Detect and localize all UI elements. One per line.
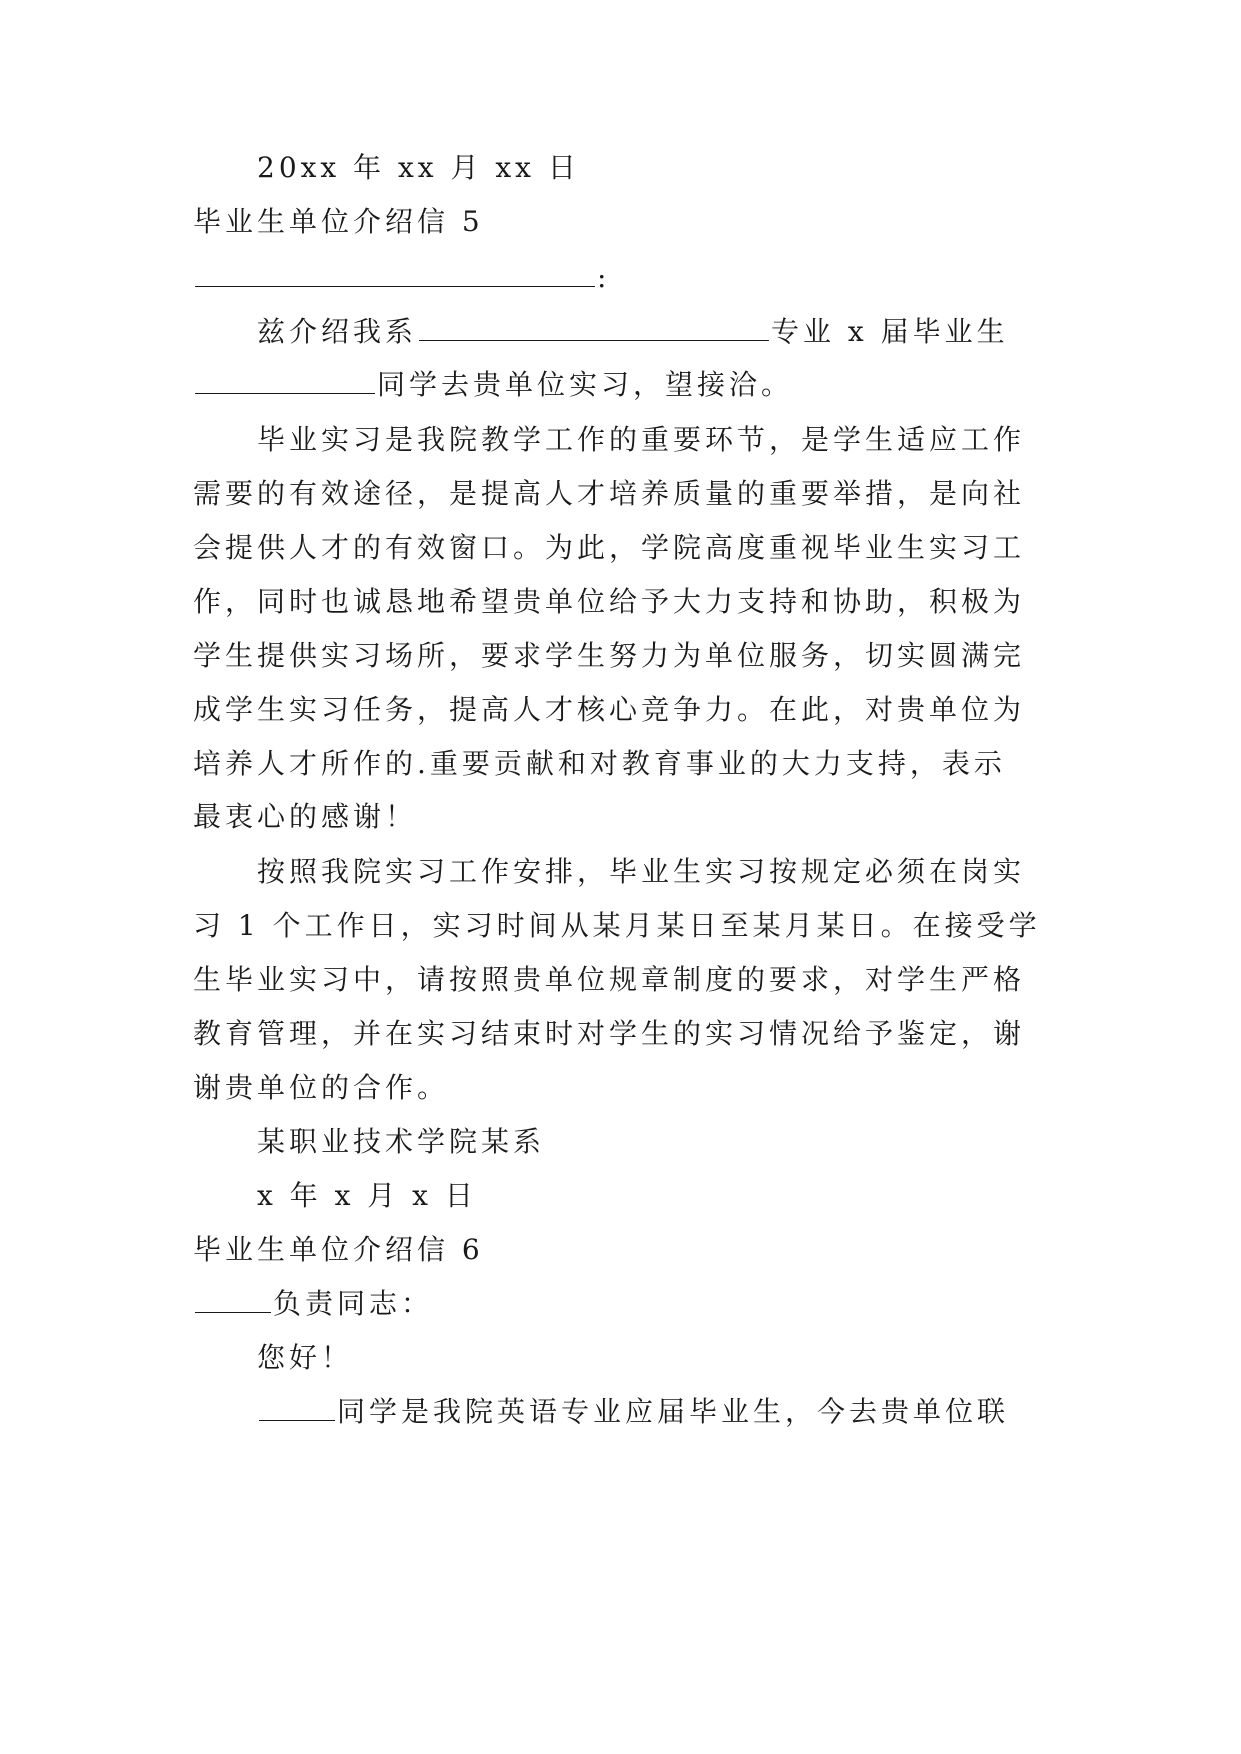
recipient-blank-6 <box>195 1284 271 1313</box>
student-name-blank <box>195 365 375 394</box>
greeting-6: 您好！ <box>257 1341 354 1374</box>
signature-5: 某职业技术学院某系 <box>257 1125 546 1158</box>
date-5: x 年 x 月 x 日 <box>257 1179 477 1212</box>
recipient-blank <box>195 258 595 287</box>
intro-5-line1: 兹介绍我系 专业 x 届毕业生 <box>257 312 1117 352</box>
heading-letter-6: 毕业生单位介绍信 6 <box>193 1233 484 1266</box>
para1-line: 需要的有效途径，是提高人才培养质量的重要举措，是向社 <box>193 477 1026 510</box>
para2-line: 生毕业实习中，请按照贵单位规章制度的要求，对学生严格 <box>193 963 1026 996</box>
intro-5-line2: 同学去贵单位实习，望接洽。 <box>193 365 1053 405</box>
para1-line: 成学生实习任务，提高人才核心竞争力。在此，对贵单位为 <box>193 693 1026 726</box>
para1-line: 最衷心的感谢！ <box>193 800 418 833</box>
para1-line: 毕业实习是我院教学工作的重要环节，是学生适应工作 <box>257 423 1026 456</box>
para2-line: 谢贵单位的合作。 <box>193 1071 450 1104</box>
para2-line: 按照我院实习工作安排，毕业生实习按规定必须在岗实 <box>257 855 1026 888</box>
salutation-6: 负责同志： <box>193 1284 1053 1324</box>
major-blank <box>419 312 769 341</box>
para1-line: 会提供人才的有效窗口。为此，学院高度重视毕业生实习工 <box>193 531 1026 564</box>
para2-line: 教育管理，并在实习结束时对学生的实习情况给予鉴定，谢 <box>193 1017 1026 1050</box>
intro-6: 同学是我院英语专业应届毕业生，今去贵单位联 <box>257 1392 1117 1432</box>
salutation-5: : <box>193 258 1053 298</box>
student-name-blank-6 <box>259 1392 335 1421</box>
para1-line: 学生提供实习场所，要求学生努力为单位服务，切实圆满完 <box>193 639 1026 672</box>
para2-line: 习 1 个工作日，实习时间从某月某日至某月某日。在接受学 <box>193 909 1041 942</box>
para1-line: 作，同时也诚恳地希望贵单位给予大力支持和协助，积极为 <box>193 585 1026 618</box>
date-top: 20xx 年 xx 月 xx 日 <box>257 151 580 184</box>
heading-letter-5: 毕业生单位介绍信 5 <box>193 205 484 238</box>
para1-line: 培养人才所作的.重要贡献和对教育事业的大力支持，表示 <box>193 747 1006 780</box>
